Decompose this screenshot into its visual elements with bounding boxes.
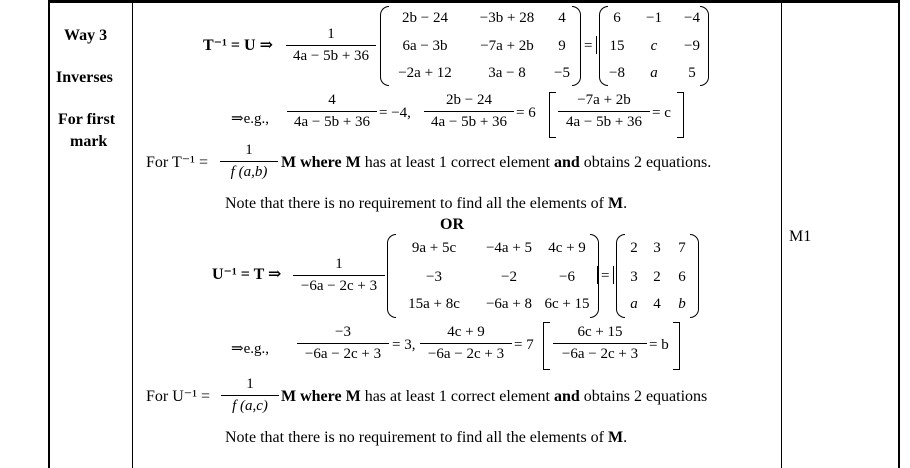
- note-line-1: Note that there is no requirement to find all the elements of M.: [225, 195, 628, 212]
- matrix-cell: 3: [630, 269, 638, 285]
- eg-fraction-2a: −3 −6a − 2c + 3: [297, 324, 389, 363]
- or-divider: OR: [440, 216, 464, 233]
- matrix-cell: 4c + 9: [548, 240, 586, 256]
- eg-fraction-1c: −7a + 2b 4a − 5b + 36: [558, 92, 650, 131]
- scalar-fraction-1: 1 4a − 5b + 36: [286, 26, 376, 65]
- eg-prefix-1: ⇒e.g.,: [231, 111, 269, 127]
- matrix-cell: c: [650, 38, 658, 54]
- for-t-inverse: For T⁻¹ =: [146, 154, 208, 171]
- way-label: Way 3: [64, 27, 108, 44]
- matrix-cell: −5: [554, 65, 570, 81]
- eg-fraction-2b: 4c + 9 −6a − 2c + 3: [420, 324, 512, 363]
- matrix-cell: 2b − 24: [402, 10, 448, 26]
- rule-line-2: M where M has at least 1 correct element and obtains 2 equations: [281, 388, 708, 405]
- matrix-cell: 6a − 3b: [402, 38, 448, 54]
- matrix-cell: 5: [688, 65, 696, 81]
- matrix-bracket-left: [380, 6, 389, 86]
- matrix-cell: 6: [678, 269, 686, 285]
- matrix2-equals: =: [601, 268, 610, 284]
- matrix-cell: 6c + 15: [544, 296, 590, 312]
- matrix-cell: 3a − 8: [488, 65, 526, 81]
- f-ab-fraction: 1 f (a,b): [220, 142, 278, 181]
- matrix-cell: 2: [653, 269, 661, 285]
- matrix-cell: 15a + 8c: [408, 296, 460, 312]
- t-inverse-equals-u: T⁻¹ = U ⇒: [203, 37, 273, 54]
- matrix-cell: b: [678, 296, 686, 312]
- column-divider-right: [781, 3, 782, 468]
- topic-label: Inverses: [56, 69, 113, 86]
- matrix-cell: a: [650, 65, 658, 81]
- column-divider-left: [132, 3, 133, 468]
- matrix-cell: −9: [684, 38, 700, 54]
- matrix-cell: 9a + 5c: [411, 240, 457, 256]
- matrix-cell: −4a + 5: [485, 240, 533, 256]
- matrix-cell: −8: [609, 65, 625, 81]
- target2-bracket-right: [690, 234, 699, 318]
- matrix-cell: 4: [653, 296, 661, 312]
- for-u-inverse: For U⁻¹ =: [146, 388, 211, 405]
- eg-fraction-1a: 4 4a − 5b + 36: [287, 92, 377, 131]
- matrix-cell: 6: [613, 10, 621, 26]
- matrix-cell: −3b + 28: [479, 10, 535, 26]
- matrix-cell: 15: [609, 38, 625, 54]
- f-ac-fraction: 1 f (a,c): [221, 376, 279, 415]
- target2-bracket-left: [616, 234, 625, 318]
- mark-code: M1: [789, 228, 812, 245]
- eg-fraction-1b: 2b − 24 4a − 5b + 36: [424, 92, 514, 131]
- eg-prefix-2: ⇒e.g.,: [231, 341, 269, 357]
- mark-label: mark: [70, 133, 108, 150]
- u-inverse-equals-t: U⁻¹ = T ⇒: [212, 266, 282, 283]
- for-first-label: For first: [58, 111, 116, 128]
- scalar-fraction-2: 1 −6a − 2c + 3: [293, 256, 385, 295]
- matrix-cell: −6a + 8: [485, 296, 533, 312]
- note-line-2: Note that there is no requirement to find all the elements of M.: [225, 429, 628, 446]
- matrix-cell: 3: [653, 240, 661, 256]
- matrix-cell: −4: [684, 10, 700, 26]
- matrix-cell: 4: [558, 10, 566, 26]
- matrix-cell: −3: [426, 269, 442, 285]
- eg-fraction-2c: 6c + 15 −6a − 2c + 3: [553, 324, 647, 363]
- matrix-cell: a: [630, 296, 638, 312]
- matrix-cell: −7a + 2b: [480, 38, 534, 54]
- matrix-cell: −6: [559, 269, 575, 285]
- matrix-cell: 9: [558, 38, 566, 54]
- matrix-cell: −1: [646, 10, 662, 26]
- rule-line-1: M where M has at least 1 correct element and obtains 2 equations.: [281, 154, 712, 171]
- matrix2-bracket-left: [387, 234, 396, 318]
- matrix-equals: =: [584, 38, 593, 54]
- matrix-cell: −2a + 12: [398, 65, 452, 81]
- matrix-cell: 7: [678, 240, 686, 256]
- matrix-cell: −2: [501, 269, 517, 285]
- matrix-cell: 2: [630, 240, 638, 256]
